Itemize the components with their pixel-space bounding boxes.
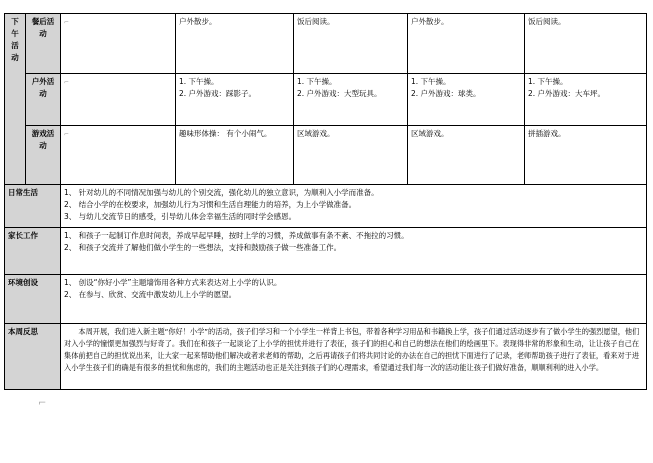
environment-line: 1、 创设“你好小学”主题墙饰用各种方式来表达对上小学的认识。 bbox=[64, 278, 282, 287]
environment-content bbox=[61, 275, 647, 324]
meal-activity-label: 餐后活动 bbox=[26, 14, 61, 74]
outdoor-day4-line1: 1. 下午操。 bbox=[411, 77, 451, 86]
outdoor-day3-line1: 1. 下午操。 bbox=[297, 77, 337, 86]
outdoor-day2-line1: 1. 下午操。 bbox=[179, 77, 219, 86]
meal-cell-day3: 饭后阅读。 bbox=[294, 14, 408, 74]
game-activity-label: 游戏活动 bbox=[26, 126, 61, 185]
parent-work-content bbox=[61, 228, 647, 275]
reflection-label: 本周反思 bbox=[5, 324, 61, 390]
outdoor-day3-line2: 2. 户外游戏：大型玩具。 bbox=[297, 89, 382, 98]
parent-work-label: 家长工作 bbox=[5, 228, 61, 275]
parent-work-line: 1、 和孩子一起制订作息时间表，养成早起早睡，按时上学的习惯，养成做事有条不紊、不拖拉的习惯。 bbox=[64, 231, 409, 240]
daily-life-content bbox=[61, 185, 647, 228]
weekly-plan-table bbox=[4, 13, 647, 390]
outdoor-cell-day2 bbox=[176, 74, 294, 126]
reflection-text: 本周开展，我们进入新主题“你好！小学”的活动，孩子们学习和一个小学生一样背上书包，带着各种学习用品和书籍换上学，孩子们通过活动逐步有了做小学生的强烈愿望，他们对入小学的憧憬更加强烈与好奇了。我们在和孩子一起谈论了上小学的担忧并进行了表征，孩子们的担心和自己的想法在他们的绘画里下。表现得非常的形象和生动，让让孩子自己在集体前把自己的担忧说出来，让大家一起来帮助他们解决或者求老师的帮助，之后再请孩子们将共同讨论的办法在自己的担忧下面进行了记录，老师帮助孩子进行了表征，看来对于进入小学生孩子们的确是有很多的担忧和焦虑的，我们的主题活动也正是关注到孩子们的心理需求，希望通过我们每一次的活动能让孩子们做好准备，顺顺利利的进入小学。 bbox=[64, 327, 640, 372]
afternoon-section-label: 下午活动 bbox=[5, 14, 26, 185]
outdoor-day2-line2: 2. 户外游戏：踩影子。 bbox=[179, 89, 257, 98]
meal-cell-day1: ⌐ bbox=[61, 14, 176, 74]
outdoor-cell-day5 bbox=[525, 74, 647, 126]
environment-label: 环境创设 bbox=[5, 275, 61, 324]
game-cell-day4: 区域游戏。 bbox=[408, 126, 525, 185]
page-margin-mark: ⌐ bbox=[38, 398, 47, 409]
outdoor-cell-day1: ⌐ bbox=[61, 74, 176, 126]
game-cell-day1: ⌐ bbox=[61, 126, 176, 185]
game-cell-day2: 趣味形体操： 有个小闹气。 bbox=[176, 126, 294, 185]
outdoor-activity-label: 户外活动 bbox=[26, 74, 61, 126]
daily-life-line: 1、 针对幼儿的不同情况加强与幼儿的个别交流，强化幼儿的独立意识，为顺利入小学而准备。 bbox=[64, 188, 379, 197]
game-cell-day5: 拼插游戏。 bbox=[525, 126, 647, 185]
daily-life-label: 日常生活 bbox=[5, 185, 61, 228]
environment-line: 2、 在参与、欣赏、交流中激发幼儿上小学的愿望。 bbox=[64, 290, 237, 299]
meal-cell-day2: 户外散步。 bbox=[176, 14, 294, 74]
reflection-content bbox=[61, 324, 647, 390]
outdoor-day5-line2: 2. 户外游戏：大车坪。 bbox=[528, 89, 606, 98]
outdoor-cell-day4 bbox=[408, 74, 525, 126]
outdoor-day5-line1: 1. 下午操。 bbox=[528, 77, 568, 86]
meal-cell-day4: 户外散步。 bbox=[408, 14, 525, 74]
meal-cell-day5: 饭后阅读。 bbox=[525, 14, 647, 74]
outdoor-cell-day3 bbox=[294, 74, 408, 126]
daily-life-line: 3、 与幼儿交流节日的感受，引导幼儿体会幸福生活的同时学会感恩。 bbox=[64, 212, 297, 221]
daily-life-line: 2、 结合小学的在校要求，加强幼儿行为习惯和生活自理能力的培养，为上小学做准备。 bbox=[64, 200, 357, 209]
game-cell-day3: 区域游戏。 bbox=[294, 126, 408, 185]
outdoor-day4-line2: 2. 户外游戏：球类。 bbox=[411, 89, 481, 98]
parent-work-line: 2、 和孩子交流并了解他们做小学生的一些想法，支持和鼓励孩子做一些准备工作。 bbox=[64, 243, 342, 252]
